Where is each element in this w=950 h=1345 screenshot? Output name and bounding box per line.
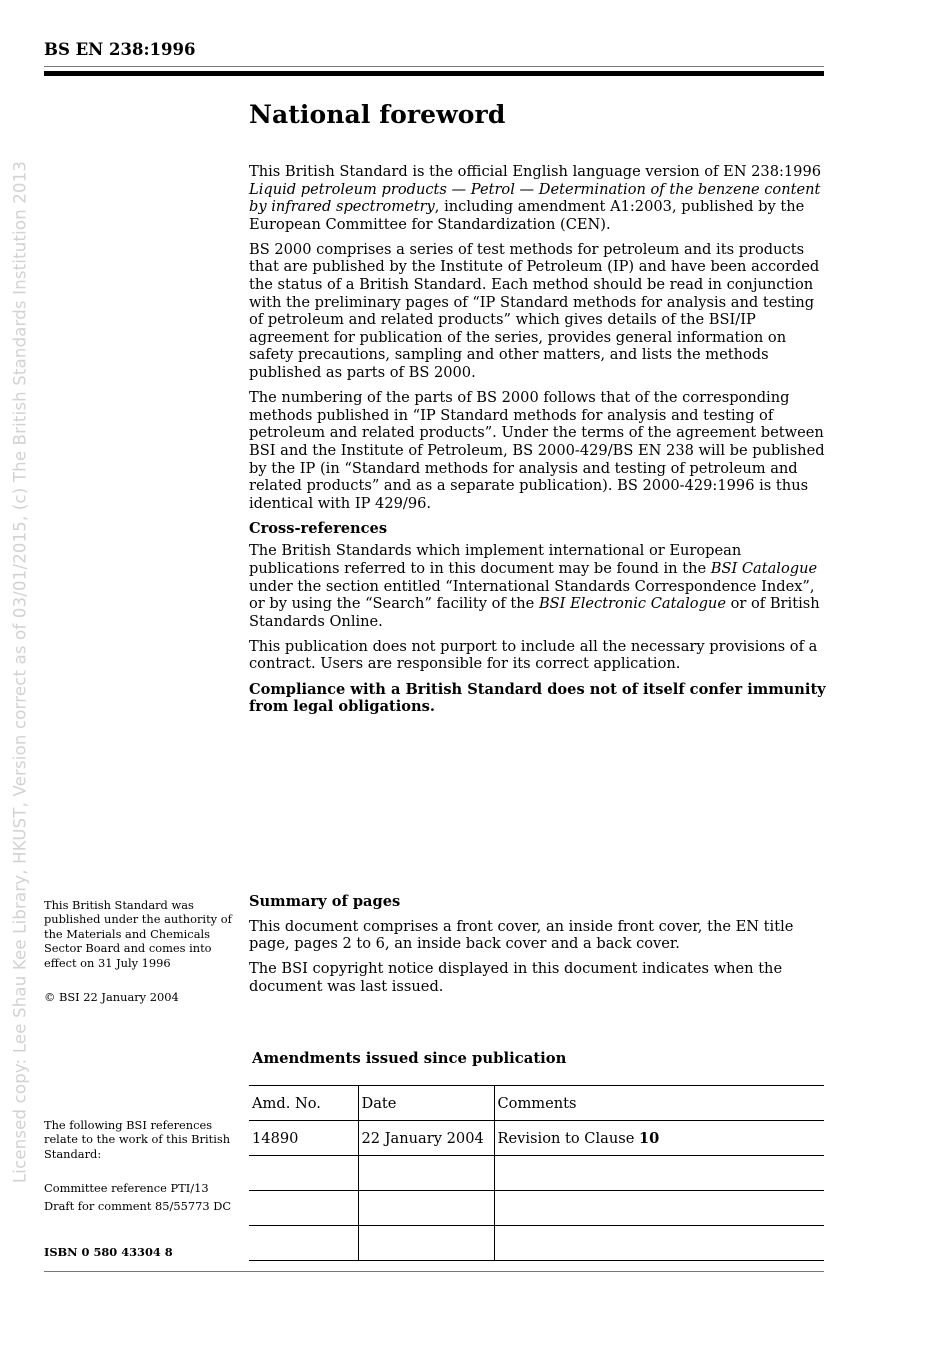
- crossref-text-end: or of British Standards Online.: [249, 595, 820, 630]
- copyright-note: © BSI 22 January 2004: [44, 990, 179, 1005]
- paragraph-intro: [249, 163, 829, 233]
- copyright-notice-text: The BSI copyright notice displayed in this document indicates when the document was last issued.: [249, 960, 783, 995]
- references-intro: The following BSI references relate to the work of this British Standard:: [44, 1118, 231, 1161]
- watermark: [0, 0, 40, 1345]
- isbn: ISBN 0 580 43304 8: [44, 1245, 173, 1259]
- standard-title-italic: Liquid petroleum products — Petrol — Determination of the benzene content by infrared spectrometry: [249, 180, 821, 216]
- bsi-catalogue-italic: BSI Catalogue: [710, 559, 818, 577]
- table-header-row: [249, 1086, 824, 1121]
- paragraph-bs2000: BS 2000 comprises a series of test methods for petroleum and its products that are published by the Institute of Petroleum (IP) and have been accorded the status of a British Standard. Each method should be read in conjunction with the preliminary pages of “IP Standard methods for analysis and testing of petroleum and related products” which gives details of the BSI/IP agreement for publication of the series, provides general information on safety precautions, sampling and other matters, and lists the methods published as parts of BS 2000.: [249, 240, 820, 382]
- summary-heading: Summary of pages: [249, 893, 401, 910]
- table-row: [249, 1226, 824, 1261]
- table-row: [249, 1191, 824, 1226]
- crossref-text: The British Standards which implement international or European publications referred to in this document may be found in the: [249, 542, 742, 577]
- table-row: [249, 1121, 824, 1156]
- table-row: [249, 1156, 824, 1191]
- header-rule-thin: [44, 66, 824, 67]
- intro-text: This British Standard is the official English language version of EN 238:1996: [249, 163, 822, 180]
- paragraph-provisions: This publication does not purport to include all the necessary provisions of a contract. Users are responsible for its correct application.: [249, 637, 818, 673]
- bsi-electronic-catalogue-italic: BSI Electronic Catalogue: [538, 595, 726, 613]
- sidebar-references: [44, 1118, 239, 1213]
- cross-references-heading: Cross-references: [249, 519, 388, 537]
- clause-number: 10: [639, 1129, 660, 1147]
- page-title: National foreword: [249, 100, 506, 129]
- amendments-title: Amendments issued since publication: [252, 1050, 567, 1067]
- watermark-text: Licensed copy: Lee Shau Kee Library, HKUST, Version correct as of 03/01/2015, (c) The British Standards Institution 2013: [10, 160, 30, 1184]
- header-amd-no: Amd. No.: [249, 1086, 358, 1121]
- paragraph-cross-references: [249, 542, 829, 630]
- amd-number: 14890: [249, 1121, 358, 1156]
- publication-note: This British Standard was published under the authority of the Materials and Chemicals Sector Board and comes into effect on 31 July 1996: [44, 898, 232, 970]
- committee-reference: Committee reference PTI/13: [44, 1181, 209, 1196]
- summary-text: This document comprises a front cover, an inside front cover, the EN title page, pages 2 to 6, an inside back cover and a back cover.: [249, 917, 794, 953]
- comment-text: Revision to Clause: [497, 1129, 640, 1147]
- summary-of-pages: [249, 893, 829, 1003]
- header-rule-thick: [44, 71, 824, 76]
- footer-rule: [44, 1271, 824, 1272]
- amd-date: 22 January 2004: [358, 1121, 494, 1156]
- header-comments: Comments: [494, 1086, 824, 1121]
- amd-comment: [494, 1121, 824, 1156]
- sidebar-publication: [44, 898, 239, 1004]
- intro-text-end: , including amendment A1:2003, published by the European Committee for Standardization (CEN).: [249, 198, 805, 233]
- amendments-table: [249, 1085, 824, 1261]
- paragraph-numbering: The numbering of the parts of BS 2000 follows that of the corresponding methods published in “IP Standard methods for analysis and testing of petroleum and related products”. Under the terms of the agreement between BSI and the Institute of Petroleum, BS 2000-429/BS EN 238 will be published by the IP (in “Standard methods for analysis and testing of petroleum and related products” and as a separate publication). BS 2000-429:1996 is thus identical with IP 429/96.: [249, 389, 825, 512]
- draft-reference: Draft for comment 85/55773 DC: [44, 1198, 232, 1213]
- standard-code: BS EN 238:1996: [44, 40, 196, 59]
- crossref-text-mid: under the section entitled “International Standards Correspondence Index”, or by using the “Search” facility of the: [249, 577, 815, 613]
- header-date: Date: [358, 1086, 494, 1121]
- foreword-body: [249, 163, 829, 723]
- paragraph-compliance: Compliance with a British Standard does not of itself confer immunity from legal obligations.: [249, 680, 826, 716]
